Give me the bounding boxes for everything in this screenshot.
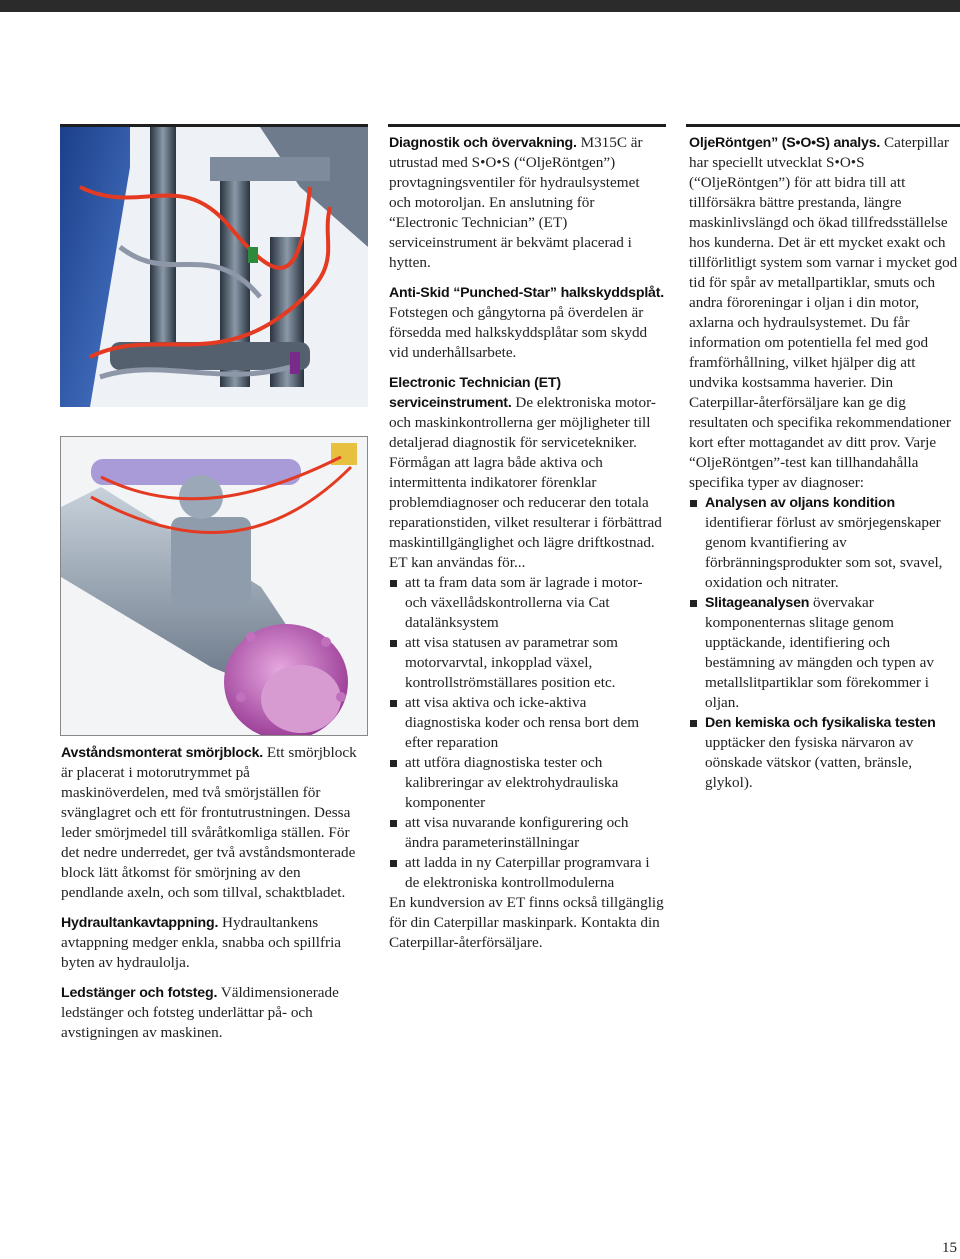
top-bar [0, 0, 960, 12]
list-item: att visa statusen av parametrar som motorvarvtal, inkopplad växel, kontrollströmställares position etc. [389, 633, 665, 693]
section-text: Caterpillar har speciellt utvecklat S•O•S (“OljeRöntgen”) för att bidra till att tillförsäkra bättre prestanda, längre maskinlivslängd och ökad tillfredsställelse hos kunderna. Det är ett mycket exakt och tillförlitligt system som varnar i mycket god tid för spår av metallpartiklar, smuts och andra föroreningar i oljan i din motor, axlarna och hydraulsystemet. Du får information om potentiella fel med god framförhållning, vilket hjälper dig att undvika kostsamma haverier. Din Caterpillar-återförsäljare kan ge dig resultaten och specifika rekommendationer kort efter mottagandet av ditt prov. Varje “OljeRöntgen”-test kan tillhandahålla specifika typer av diagnoser: [689, 134, 958, 491]
list-item: att ta fram data som är lagrade i motor- och växellådskontrollerna via Cat datalänksystem [389, 573, 665, 633]
section-heading: Ledstänger och fotsteg. [61, 985, 218, 1001]
diagnostics-paragraph [389, 133, 665, 273]
column-rule-middle [388, 124, 666, 127]
section-heading: Avståndsmonterat smörjblock. [61, 745, 264, 761]
et-bullet-list [389, 573, 665, 893]
section-heading: Electronic Technician (ET) serviceinstrument. [389, 375, 561, 411]
et-paragraph [389, 373, 665, 573]
list-item: att visa nuvarande konfigurering och ändra parameterinställningar [389, 813, 665, 853]
front-axle-lubrication-photo [60, 436, 368, 736]
list-item: att visa aktiva och icke-aktiva diagnostiska koder och rensa bort dem efter reparation [389, 693, 665, 753]
bullet-heading: Den kemiska och fysikaliska testen [705, 715, 936, 731]
bullet-heading: Analysen av oljans kondition [705, 495, 895, 511]
hydraulic-drain-paragraph [61, 913, 361, 973]
closing-paragraph: En kundversion av ET finns också tillgänglig för din Caterpillar maskinpark. Kontakta din Caterpillar-återförsäljare. [389, 894, 664, 951]
column-rule-right [686, 124, 960, 127]
section-text: Hydraultankens avtappning medger enkla, snabba och spillfria byten av hydraulolja. [61, 914, 342, 971]
engine-compartment-hoses-photo [60, 127, 368, 407]
remote-lube-block-paragraph [61, 743, 361, 903]
list-item: att ladda in ny Caterpillar programvara i de elektroniska kontrollmodulerna [389, 853, 665, 893]
right-column [689, 133, 960, 793]
antiskid-paragraph [389, 283, 665, 363]
sos-bullet-list [689, 493, 960, 793]
list-item [689, 713, 960, 793]
section-heading: Anti-Skid “Punched-Star” halkskyddsplåt. [389, 285, 665, 301]
list-item [689, 493, 960, 593]
section-text: Väldimensionerade ledstänger och fotsteg underlättar på- och avstigningen av maskinen. [61, 984, 339, 1041]
section-text: De elektroniska motor- och maskinkontrollerna ger möjligheter till detaljerad diagnostik för servicetekniker. Förmågan att lagra både aktiva och intermittenta indikatorer förenklar problemdiagnoser och reducerar den totala reparationstiden, vilket resulterar i förbättrad maskintillgänglighet och lägre driftkostnad. ET kan användas för... [389, 394, 662, 571]
section-text: Ett smörjblock är placerat i motorutrymmet på maskinöverdelen, med två smörjställen för svänglagret och ett för frontutrustningen. Dessa leder smörjmedel till svåråtkomliga ställen. För det nedre underredet, ger två avståndsmonterade block lätt åtkomst för smörjning av den pendlande axeln, och som tillval, schaktbladet. [61, 744, 357, 901]
list-item [689, 593, 960, 713]
sos-paragraph [689, 133, 960, 493]
list-item: att utföra diagnostiska tester och kalibreringar av elektrohydrauliska komponenter [389, 753, 665, 813]
section-text: Fotstegen och gångytorna på överdelen är försedda med halkskyddsplåtar som skydd vid underhållsarbete. [389, 304, 648, 361]
section-text: M315C är utrustad med S•O•S (“OljeRöntgen”) provtagningsventiler för hydraulsystemet och motoroljan. En anslutning för “Electronic Technician” (ET) serviceinstrument är bekvämt placerad i hytten. [389, 134, 643, 271]
section-heading: Diagnostik och övervakning. [389, 135, 577, 151]
page-number: 15 [942, 1240, 957, 1256]
handrails-paragraph [61, 983, 361, 1043]
bullet-heading: Slitageanalysen [705, 595, 810, 611]
bullet-text: upptäcker den fysiska närvaron av oönskade vätskor (vatten, bränsle, glykol). [705, 734, 914, 791]
section-heading: OljeRöntgen” (S•O•S) analys. [689, 135, 881, 151]
section-heading: Hydraultankavtappning. [61, 915, 219, 931]
middle-column [389, 133, 665, 963]
left-column [61, 743, 361, 1053]
bullet-text: identifierar förlust av smörjegenskaper genom kvantifiering av förbränningsprodukter som sot, svavel, oxidation och nitrater. [705, 514, 943, 591]
bullet-text: övervakar komponenternas slitage genom upptäckande, identifiering och bestämning av mängden och typen av metallslitpartiklar som förekommer i oljan. [705, 594, 935, 711]
